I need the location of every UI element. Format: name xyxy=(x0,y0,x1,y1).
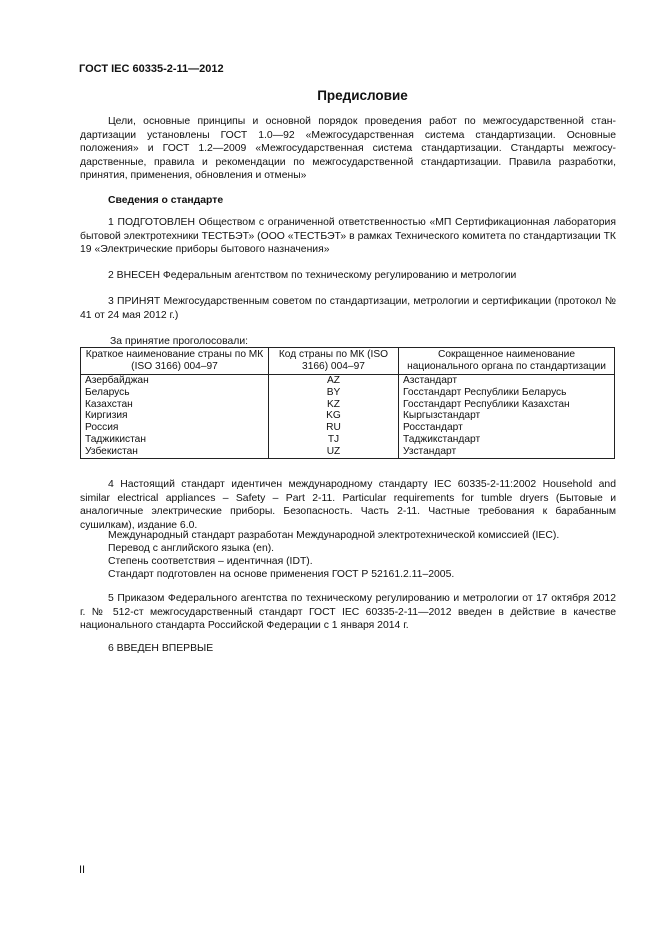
table-caption: За принятие проголосовали: xyxy=(110,336,249,347)
cell-country: Азербайджан xyxy=(81,375,269,387)
item-4-line-conformity: Степень соответствия – идентичная (IDT). xyxy=(108,556,313,567)
item-4-line-iec: Международный стандарт разработан Международной электротехнической комиссией (IEC). xyxy=(108,530,560,541)
info-heading: Сведения о стандарте xyxy=(108,195,224,206)
cell-code: KZ xyxy=(269,399,399,411)
cell-national-body: Госстандарт Республики Беларусь xyxy=(399,387,615,399)
cell-national-body: Узстандарт xyxy=(399,446,615,458)
page-number: II xyxy=(79,864,86,876)
item-5-paragraph: 5 Приказом Федерального агентства по техническому регулированию и метрологии от 17 октября 2012 г. № 512-ст межгосударственный стандарт ГОСТ IEC 60335-2-11—2012 введен в действие в качестве национального стандарта Российской Федерации с 1 января 2014 г. xyxy=(80,593,616,632)
table-row xyxy=(81,387,615,399)
item-1-paragraph: 1 ПОДГОТОВЛЕН Обществом с ограниченной ответственностью «МП Сертификационная лаборатория бытовой электротехники ТЕСТБЭТ» (ООО «ТЕСТБЭТ» в рамках Технического комитета по стандартизации ТК 19 «Электрические приборы бытового назначения» xyxy=(80,217,616,256)
table-header-row xyxy=(81,348,615,375)
item-6-paragraph: 6 ВВЕДЕН ВПЕРВЫЕ xyxy=(108,643,214,654)
cell-code: AZ xyxy=(269,375,399,387)
cell-code: KG xyxy=(269,410,399,422)
table-row xyxy=(81,375,615,387)
header-country: Краткое наименование страны по МК (ISO 3166) 004–97 xyxy=(81,348,269,375)
table-row xyxy=(81,422,615,434)
document-header: ГОСТ IEC 60335-2-11—2012 xyxy=(79,63,224,75)
cell-national-body: Кыргызстандарт xyxy=(399,410,615,422)
cell-national-body: Госстандарт Республики Казахстан xyxy=(399,399,615,411)
item-2-paragraph: 2 ВНЕСЕН Федеральным агентством по техническому регулированию и метрологии xyxy=(108,270,517,281)
item-3-paragraph: 3 ПРИНЯТ Межгосударственным советом по стандартизации, метрологии и сертификации (протокол № 41 от 24 мая 2012 г.) xyxy=(80,296,616,321)
cell-country: Киргизия xyxy=(81,410,269,422)
cell-national-body: Росстандарт xyxy=(399,422,615,434)
table-row xyxy=(81,410,615,422)
cell-code: RU xyxy=(269,422,399,434)
item-4-paragraph: 4 Настоящий стандарт идентичен международному стандарту IEC 60335-2-11:2002 Household and similar electrical appliances – Safety – Part 2-11. Particular requirements for tumble dryers (Бытовые и аналогичные электрические приборы. Безопасность. Часть 2-11. Частные требования к барабанным сушилкам), издание 6.0. xyxy=(80,479,616,531)
table-row xyxy=(81,446,615,458)
intro-paragraph: Цели, основные принципы и основной порядок проведения работ по межгосударственной стандартизации установлены ГОСТ 1.0—92 «Межгосударственная система стандартизации. Основные положения» и ГОСТ 1.2—2009 «Межгосударственная система стандартизации. Стандарты межгосударственные, правила и рекомендации по межгосударственной стандартизации. Правила разработки, принятия, применения, обновления и отмены» xyxy=(80,116,616,182)
header-national-body: Сокращенное наименование национального органа по стандартизации xyxy=(399,348,615,375)
cell-code: BY xyxy=(269,387,399,399)
page-title: Предисловие xyxy=(317,88,408,103)
voting-table xyxy=(80,347,615,459)
cell-country: Беларусь xyxy=(81,387,269,399)
cell-country: Россия xyxy=(81,422,269,434)
cell-country: Казахстан xyxy=(81,399,269,411)
item-4-line-basis: Стандарт подготовлен на основе применения ГОСТ Р 52161.2.11–2005. xyxy=(108,569,455,580)
item-4-line-translation: Перевод с английского языка (en). xyxy=(108,543,275,554)
table-row xyxy=(81,434,615,446)
header-code: Код страны по МК (ISO 3166) 004–97 xyxy=(269,348,399,375)
cell-country: Таджикистан xyxy=(81,434,269,446)
cell-code: UZ xyxy=(269,446,399,458)
table-row xyxy=(81,399,615,411)
cell-national-body: Азстандарт xyxy=(399,375,615,387)
cell-country: Узбекистан xyxy=(81,446,269,458)
cell-national-body: Таджикстандарт xyxy=(399,434,615,446)
cell-code: TJ xyxy=(269,434,399,446)
